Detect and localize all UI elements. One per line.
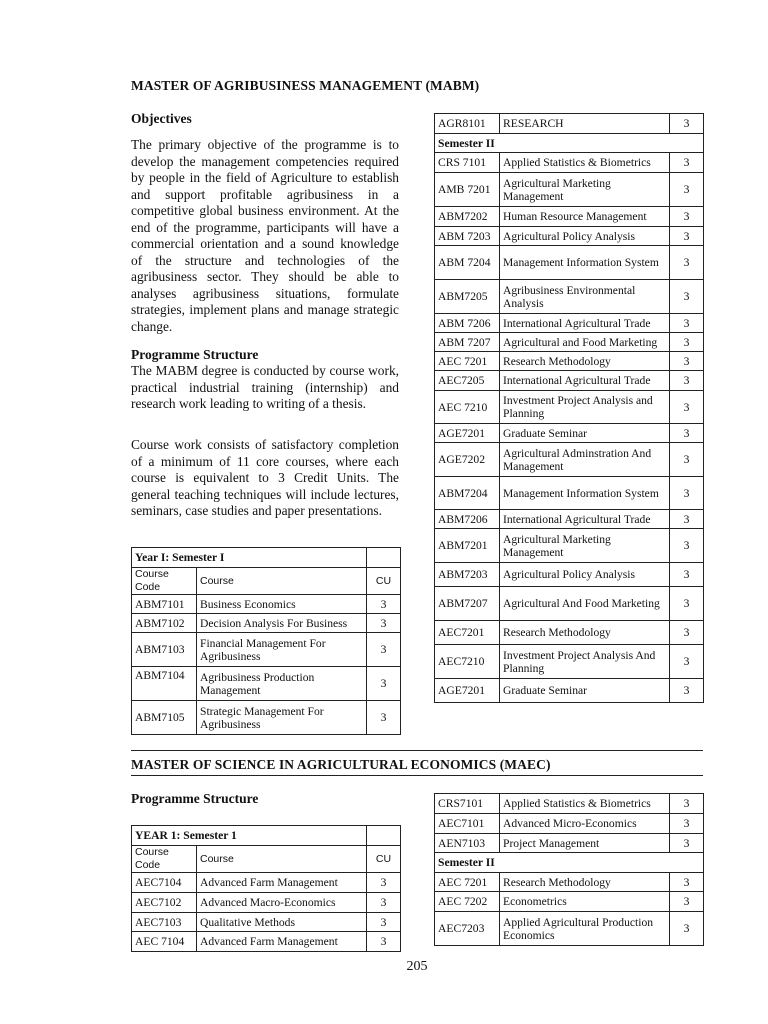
course-name: Decision Analysis For Business [197,614,367,633]
table-row [132,701,401,735]
course-code: AEC7101 [435,814,500,834]
credit-units: 3 [670,371,704,391]
credit-units: 3 [670,314,704,333]
table-row [435,352,704,371]
course-code: ABM7203 [435,563,500,587]
course-code: ABM7101 [132,595,197,614]
course-name: Advanced Farm Management [197,932,367,952]
course-code: AEC 7201 [435,352,500,371]
table-row [132,633,401,667]
table-row [435,892,704,912]
maec-title: MASTER OF SCIENCE IN AGRICULTURAL ECONOMICS (MAEC) [131,757,551,772]
maec-programme-structure-heading: Programme Structure [131,791,259,806]
credit-units: 3 [670,679,704,703]
credit-units: 3 [670,814,704,834]
credit-units: 3 [670,227,704,246]
credit-units: 3 [670,207,704,227]
course-name: Agricultural Marketing Management [500,173,670,207]
section-divider [131,775,703,776]
course-code: AGR8101 [435,114,500,134]
column-header: CU [367,568,401,595]
table-row [435,443,704,477]
course-code: AEC7104 [132,873,197,893]
table-row [435,371,704,391]
credit-units: 3 [367,701,401,735]
course-name: Agricultural and Food Marketing [500,333,670,352]
coursework-text: Course work consists of satisfactory completion of a minimum of 11 core courses, where each course is equivalent to 3 Credit Units. The general teaching techniques will include lectures, seminars, case studies and paper presentations. [131,437,399,518]
course-code: ABM7201 [435,529,500,563]
credit-units: 3 [670,352,704,371]
credit-units: 3 [670,563,704,587]
course-name: Strategic Management For Agribusiness [197,701,367,735]
course-name: Management Information System [500,477,670,510]
credit-units: 3 [670,477,704,510]
table-row [132,667,401,701]
table-row [435,873,704,892]
course-name: Advanced Macro-Economics [197,893,367,913]
maec-right-table [434,793,704,946]
course-name: Research Methodology [500,352,670,371]
course-code: AEC7203 [435,912,500,946]
course-code: AEC 7201 [435,873,500,892]
table-row [435,227,704,246]
column-header: Course Code [132,568,197,595]
section-divider [131,750,703,751]
course-code: ABM7103 [132,633,197,667]
table-row [132,932,401,952]
credit-units: 3 [670,153,704,173]
course-code: AGE7201 [435,424,500,443]
maec-year1-table [131,825,401,952]
table-row [435,280,704,314]
table-row [435,207,704,227]
course-name: Advanced Micro-Economics [500,814,670,834]
table-row [435,679,704,703]
table-row [435,645,704,679]
table-row [435,587,704,621]
column-header: Course [197,568,367,595]
table-row [132,893,401,913]
course-code: ABM7204 [435,477,500,510]
course-code: AEC 7210 [435,391,500,424]
course-name: Research Methodology [500,873,670,892]
programme-structure-heading: Programme Structure [131,347,259,362]
table-row [435,912,704,946]
course-code: AEC 7104 [132,932,197,952]
course-name: Advanced Farm Management [197,873,367,893]
objectives-heading: Objectives [131,111,192,126]
course-code: ABM7207 [435,587,500,621]
course-name: International Agricultural Trade [500,314,670,333]
credit-units: 3 [367,595,401,614]
course-name: Agricultural And Food Marketing [500,587,670,621]
credit-units: 3 [367,932,401,952]
course-code: AMB 7201 [435,173,500,207]
course-name: Agricultural Marketing Management [500,529,670,563]
table-row [132,595,401,614]
credit-units: 3 [670,587,704,621]
course-name: Qualitative Methods [197,913,367,932]
mabm-sem2-table [434,113,704,703]
course-name: Human Resource Management [500,207,670,227]
course-code: AEC7103 [132,913,197,932]
course-code: AEC7210 [435,645,500,679]
mabm-sem1-table [131,547,401,735]
table-row [132,913,401,932]
table-row [132,873,401,893]
course-name: Agricultural Policy Analysis [500,227,670,246]
course-code: ABM7102 [132,614,197,633]
credit-units: 3 [670,794,704,814]
credit-units: 3 [670,873,704,892]
table-title: Year I: Semester I [132,548,367,568]
course-code: AEC 7202 [435,892,500,912]
course-name: Agribusiness Environmental Analysis [500,280,670,314]
course-name: International Agricultural Trade [500,510,670,529]
programme-structure-text: The MABM degree is conducted by course work, practical industrial training (internship) and research work leading to writing of a thesis. [131,363,399,411]
course-name: RESEARCH [500,114,670,134]
course-code: AGE7201 [435,679,500,703]
credit-units: 3 [670,834,704,853]
table-row [435,114,704,134]
course-name: Agribusiness Production Management [197,667,367,701]
course-name: Business Economics [197,595,367,614]
table-row [435,621,704,645]
credit-units: 3 [670,280,704,314]
table-row [435,794,704,814]
course-name: Graduate Seminar [500,679,670,703]
course-code: ABM7206 [435,510,500,529]
credit-units: 3 [367,893,401,913]
semester-label: Semester II [435,853,704,873]
table-row [435,314,704,333]
column-header: Course Code [132,846,197,873]
credit-units: 3 [367,667,401,701]
course-code: ABM7202 [435,207,500,227]
course-name: Agricultural Policy Analysis [500,563,670,587]
course-code: ABM 7207 [435,333,500,352]
table-row [435,173,704,207]
course-code: AGE7202 [435,443,500,477]
course-name: Agricultural Adminstration And Management [500,443,670,477]
credit-units: 3 [670,114,704,134]
credit-units: 3 [670,173,704,207]
course-name: Graduate Seminar [500,424,670,443]
table-row [435,246,704,280]
course-name: Investment Project Analysis and Planning [500,391,670,424]
course-name: Project Management [500,834,670,853]
table-row [435,333,704,352]
course-name: Investment Project Analysis And Planning [500,645,670,679]
credit-units: 3 [670,645,704,679]
credit-units: 3 [670,912,704,946]
table-row [435,814,704,834]
semester-label: Semester II [435,134,704,153]
course-name: Applied Statistics & Biometrics [500,794,670,814]
credit-units: 3 [670,892,704,912]
course-code: ABM7205 [435,280,500,314]
course-code: CRS 7101 [435,153,500,173]
credit-units: 3 [670,333,704,352]
credit-units: 3 [670,443,704,477]
credit-units: 3 [367,633,401,667]
table-row [435,510,704,529]
course-name: Applied Agricultural Production Economics [500,912,670,946]
mabm-title: MASTER OF AGRIBUSINESS MANAGEMENT (MABM) [131,78,480,93]
course-name: Econometrics [500,892,670,912]
table-row [435,563,704,587]
credit-units: 3 [367,913,401,932]
column-header: Course [197,846,367,873]
course-code: ABM 7204 [435,246,500,280]
course-code: AEC7205 [435,371,500,391]
table-row [435,424,704,443]
objectives-text: The primary objective of the programme is to develop the management competencies required by people in the field of Agriculture to establish and support profitable agribusiness in a competitive global business environment. At the end of the programme, participants will have a commercial orientation and a sound knowledge of the structure and technologies of the agribusiness sector. They should be able to analyses agribusiness situations, formulate strategies, implement plans and manage strategic change. [131,137,399,334]
page-number: 205 [406,959,428,974]
table-row [435,153,704,173]
credit-units: 3 [670,510,704,529]
table-row [435,477,704,510]
course-code: ABM 7203 [435,227,500,246]
credit-units: 3 [670,424,704,443]
table-row [132,614,401,633]
course-name: Management Information System [500,246,670,280]
course-code: CRS7101 [435,794,500,814]
course-code: AEN7103 [435,834,500,853]
table-row [435,834,704,853]
table-title: YEAR 1: Semester 1 [132,826,367,846]
credit-units: 3 [670,391,704,424]
course-code: AEC7201 [435,621,500,645]
credit-units: 3 [670,529,704,563]
credit-units: 3 [367,873,401,893]
table-row [435,391,704,424]
column-header: CU [367,846,401,873]
course-name: International Agricultural Trade [500,371,670,391]
credit-units: 3 [367,614,401,633]
course-name: Financial Management For Agribusiness [197,633,367,667]
course-code: ABM7105 [132,701,197,735]
course-code: AEC7102 [132,893,197,913]
table-row [435,529,704,563]
course-code: ABM 7206 [435,314,500,333]
course-code: ABM7104 [132,667,197,701]
credit-units: 3 [670,246,704,280]
credit-units: 3 [670,621,704,645]
course-name: Applied Statistics & Biometrics [500,153,670,173]
course-name: Research Methodology [500,621,670,645]
